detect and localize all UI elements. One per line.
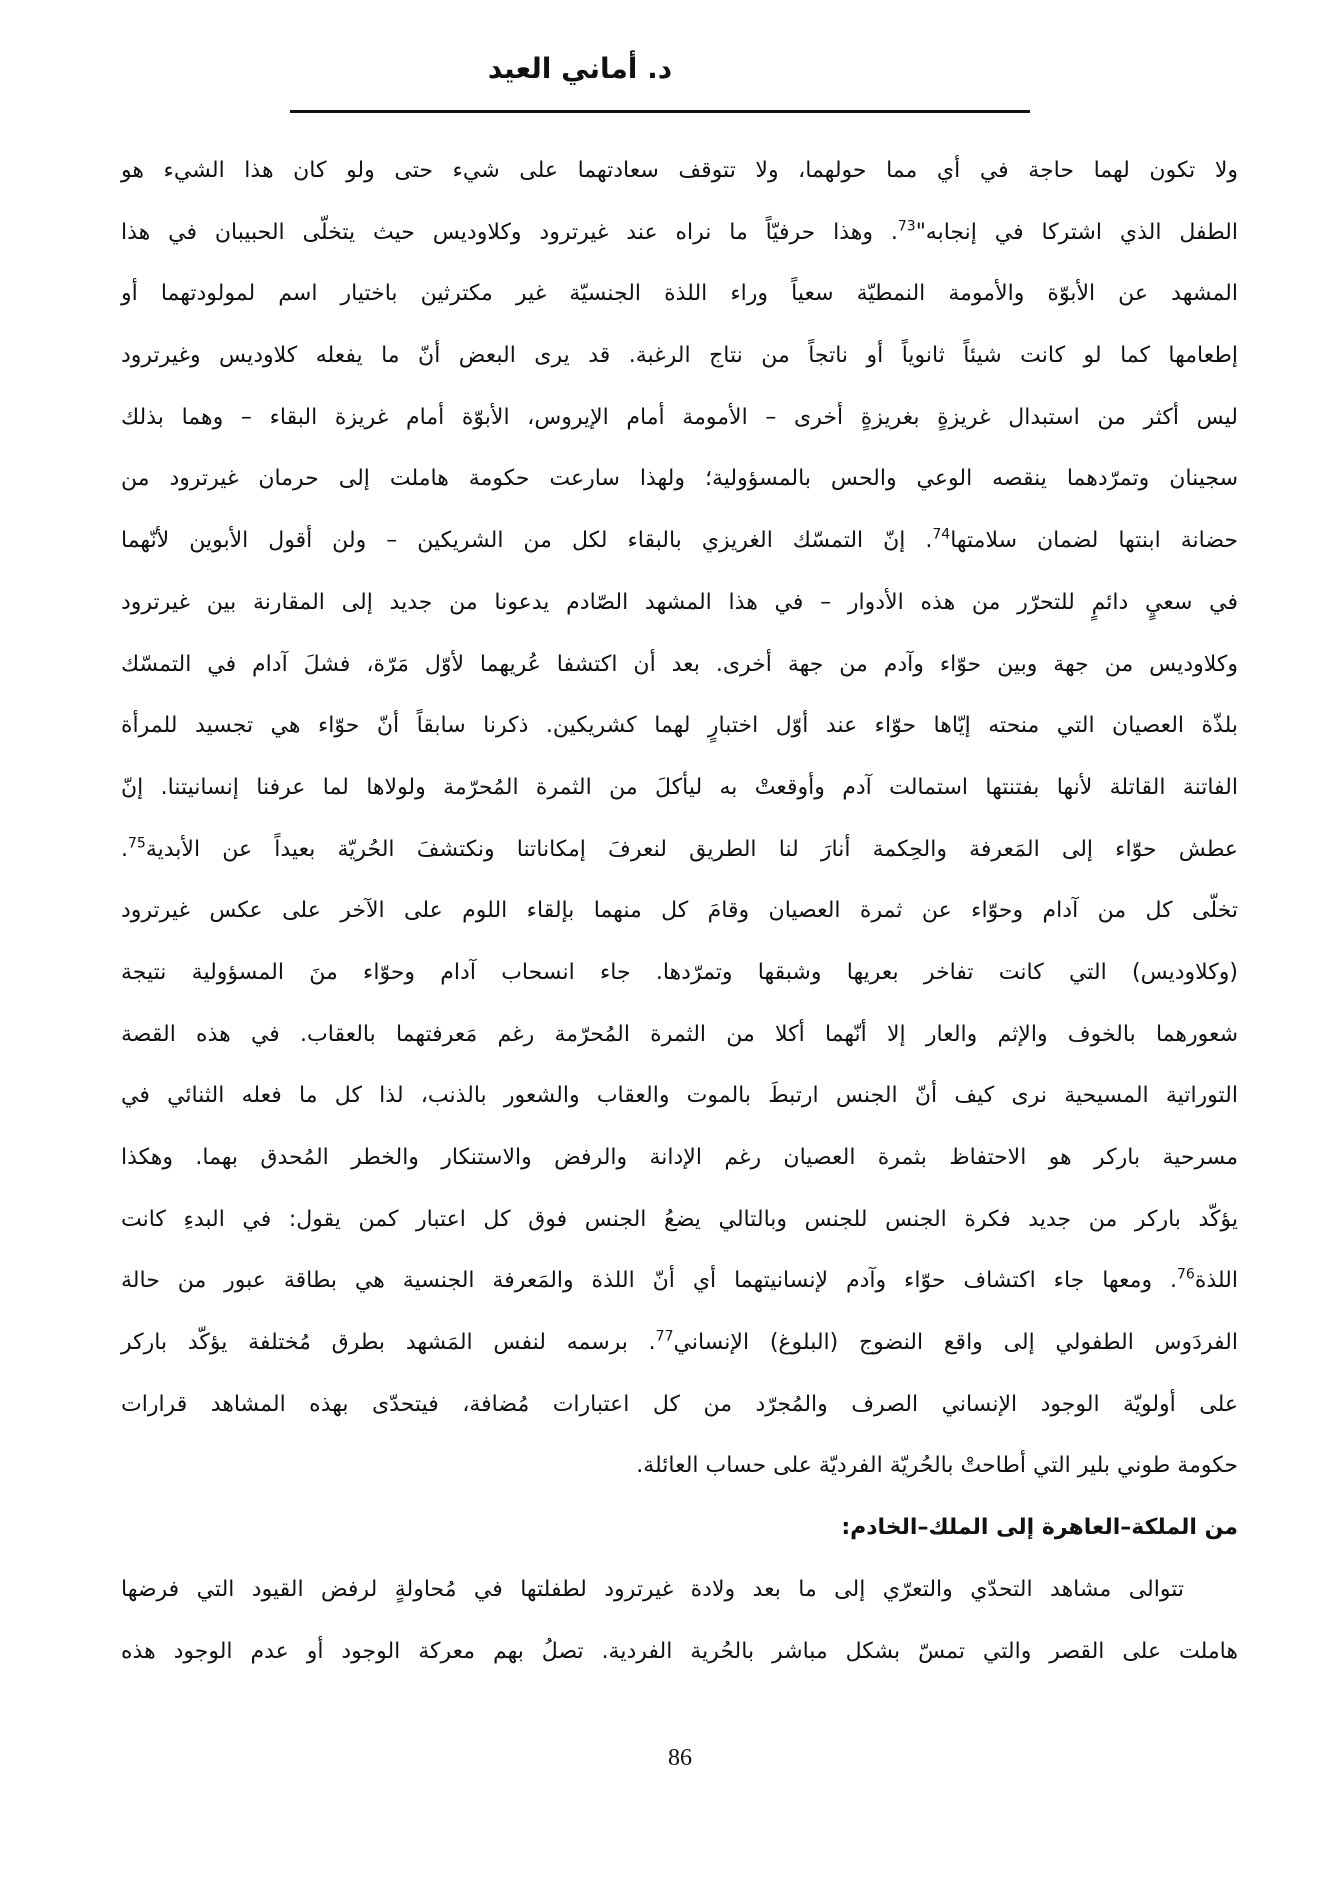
- text-line: [121, 202, 1238, 264]
- text-line: [121, 819, 1238, 881]
- line-text: ليس أكثر من استبدال غريزةٍ بغريزةٍ أخرى – الأمومة أمام الإيروس، الأبوّة أمام غريزة البقاء – وهما بذلك: [121, 404, 1238, 430]
- footnote-reference[interactable]: 75: [128, 835, 146, 852]
- line-text: من الملكة–العاهرة إلى الملك–الخادم:: [841, 1515, 1238, 1541]
- line-text: . ومعها جاء اكتشاف حوّاء وآدم لإنسانيتهما أي أنّ اللذة والمَعرفة الجنسية هي بطاقة عبور من حالة: [121, 1268, 1177, 1294]
- line-text: شعورهما بالخوف والإثم والعار إلا أنّهما أكلا من الثمرة المُحرّمة رغم مَعرفتهما بالعقاب. في هذه القصة: [121, 1021, 1238, 1047]
- text-line: [121, 1189, 1238, 1251]
- line-text: . برسمه لنفس المَشهد بطرق مُختلفة يؤكّد باركر: [121, 1330, 656, 1356]
- line-text: على أولويّة الوجود الإنساني الصرف والمُجرّد من كل اعتبارات مُضافة، فيتحدّى بهذه المشاهد قرارات: [121, 1391, 1238, 1417]
- text-line: [121, 325, 1238, 387]
- text-line: [121, 880, 1238, 942]
- text-line: [121, 1374, 1238, 1436]
- line-text: .: [121, 836, 128, 862]
- line-text: الفردَوس الطفولي إلى واقع النضوج (البلوغ) الإنساني: [673, 1330, 1238, 1356]
- footnote-reference[interactable]: 73: [897, 218, 916, 235]
- text-line: [121, 757, 1238, 819]
- text-line: [121, 387, 1238, 449]
- line-text: تخلّى كل من آدام وحوّاء عن ثمرة العصيان وقامَ كل منهما بإلقاء اللوم على الآخر على عكس غيرترود: [121, 898, 1238, 924]
- text-line: [121, 1250, 1238, 1312]
- text-line: [121, 1435, 1238, 1497]
- line-text: بلذّة العصيان التي منحته إيّاها حوّاء عند أوّل اختبارٍ لهما كشريكين. ذكرنا سابقاً أنّ حوّاء هي تجسيد للمرأة: [121, 713, 1238, 739]
- footnote-reference[interactable]: 76: [1176, 1267, 1195, 1284]
- line-text: التوراتية المسيحية نرى كيف أنّ الجنس ارتبطَ بالموت والعقاب والشعور بالذنب، لذا كل ما فعله الثنائي في: [121, 1083, 1238, 1109]
- line-text: حضانة ابنتها لضمان سلامتها: [950, 528, 1238, 554]
- footnote-reference[interactable]: 77: [655, 1328, 674, 1345]
- line-text: (وكلاوديس) التي كانت تفاخر بعريها وشبقها وتمرّدها. جاء انسحاب آدام وحوّاء منَ المسؤولية نتيجة: [121, 959, 1238, 985]
- text-line: [121, 1004, 1238, 1066]
- line-text: سجينان وتمرّدهما ينقصه الوعي والحس بالمسؤولية؛ ولهذا سارعت حكومة هاملت إلى حرمان غيرترود من: [121, 466, 1238, 492]
- section-heading: [121, 1497, 1238, 1559]
- line-text: الفاتنة القاتلة لأنها بفتنتها استمالت آدم وأوقعتْ به ليأكلَ من الثمرة المُحرّمة ولولاها لما عرفنا إنسانيتنا. إنّ: [121, 774, 1238, 800]
- header-rule: [290, 110, 1030, 113]
- text-line: [121, 695, 1238, 757]
- footnote-reference[interactable]: 74: [932, 526, 951, 543]
- text-line: [121, 140, 1238, 202]
- line-text: ولا تكون لهما حاجة في أي مما حولهما، ولا تتوقف سعادتهما على شيء حتى ولو كان هذا الشيء هو: [121, 158, 1238, 183]
- text-line: [121, 510, 1238, 572]
- text-line: [121, 942, 1238, 1004]
- line-text: . إنّ التمسّك الغريزي بالبقاء لكل من الشريكين – ولن أقول الأبوين لأنّهما: [121, 528, 933, 554]
- text-line: [121, 1621, 1238, 1683]
- line-text: الطفل الذي اشتركا في إنجابه": [915, 219, 1238, 245]
- body-text: [121, 140, 1238, 1682]
- line-text: هاملت على القصر والتي تمسّ بشكل مباشر بالحُرية الفردية. تصلُ بهم معركة الوجود أو عدم الوجود هذه: [121, 1638, 1238, 1664]
- line-text: . وهذا حرفيّاً ما نراه عند غيرترود وكلاوديس حيث يتخلّى الحبيبان في هذا: [121, 219, 898, 245]
- text-line: [121, 634, 1238, 696]
- line-text: وكلاوديس من جهة وبين حوّاء وآدم من جهة أخرى. بعد أن اكتشفا عُريهما لأوّل مَرّة، فشلَ آدام في التمسّك: [121, 651, 1238, 677]
- text-line: [121, 1312, 1238, 1374]
- text-line: [121, 448, 1238, 510]
- line-text: عطش حوّاء إلى المَعرفة والحِكمة أنارَ لنا الطريق لنعرفَ إمكاناتنا ونكتشفَ الحُريّة بعيداً عن الأبدية: [145, 836, 1238, 862]
- text-line: [121, 1065, 1238, 1127]
- line-text: في سعيٍ دائمٍ للتحرّر من هذه الأدوار – في هذا المشهد الصّادم يدعونا من جديد إلى المقارنة بين غيرترود: [121, 589, 1238, 615]
- page-number: 86: [668, 1745, 692, 1771]
- running-header-author: د. أماني العيد: [487, 52, 673, 85]
- text-line: [121, 263, 1238, 325]
- text-line: [121, 1559, 1238, 1621]
- line-text: إطعامها كما لو كانت شيئاً ثانوياً أو ناتجاً من نتاج الرغبة. قد يرى البعض أنّ ما يفعله كلاوديس وغيرترود: [121, 343, 1238, 369]
- line-text: تتوالى مشاهد التحدّي والتعرّي إلى ما بعد ولادة غيرترود لطفلتها في مُحاولةٍ لرفض القيود التي فرضها: [121, 1576, 1184, 1602]
- line-text: المشهد عن الأبوّة والأمومة النمطيّة سعياً وراء اللذة الجنسيّة غير مكترثين باختيار اسم لمولودتهما أو: [121, 281, 1238, 307]
- line-text: مسرحية باركر هو الاحتفاظ بثمرة العصيان رغم الإدانة والرفض والاستنكار والخطر المُحدق بهما. وهكذا: [121, 1145, 1238, 1170]
- line-text: يؤكّد باركر من جديد فكرة الجنس للجنس وبالتالي يضعُ الجنس فوق كل اعتبار كمن يقول: في البدءِ كانت: [121, 1206, 1238, 1232]
- line-text: اللذة: [1194, 1268, 1238, 1294]
- line-text: حكومة طوني بلير التي أطاحتْ بالحُريّة الفرديّة على حساب العائلة.: [636, 1453, 1238, 1479]
- text-line: [121, 572, 1238, 634]
- text-line: [121, 1127, 1238, 1189]
